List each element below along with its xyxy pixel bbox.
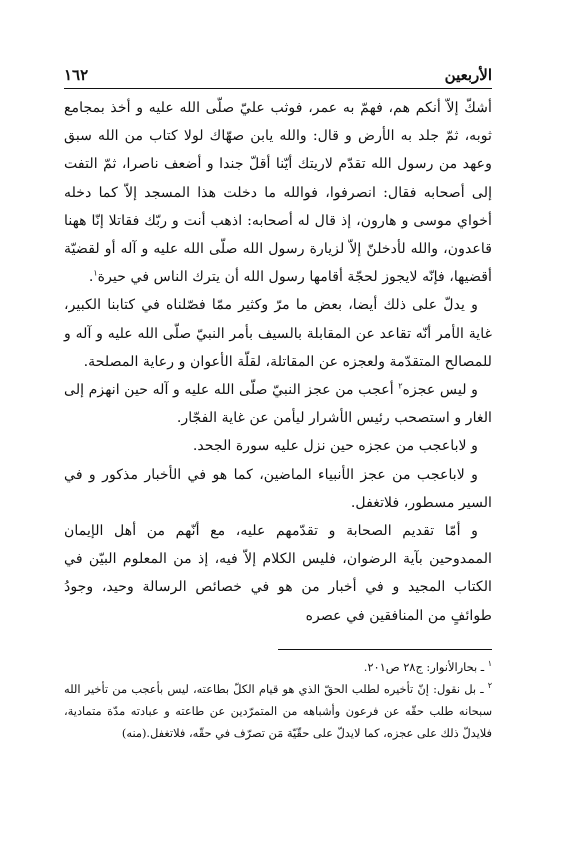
text-line: أعجب من عجز النبيّ صلّى الله عليه و آله حين انهزم إلى: [64, 382, 399, 399]
paragraph-3: [64, 376, 492, 432]
footnote-number: ٢: [487, 681, 492, 691]
footnote-marker-1[interactable]: ١: [93, 268, 98, 278]
text-line-end: .: [88, 269, 94, 286]
text-line: الغار و استصحب رئيس الأشرار ليأمن عن غاية الفجّار.: [176, 410, 492, 427]
running-title: الأربعين: [444, 66, 492, 84]
text-line: و يدلّ على ذلك أيضا، بعض ما مرّ وكثير ممّا فصّلناه في كتابنا الكبير،: [64, 297, 478, 314]
footnote-marker-2[interactable]: ٢: [398, 381, 403, 391]
text-line: فقال: انصرفوا، فوالله ما دخلت هذا المسجد إلاّ كما دخله أخواي موسى و: [64, 184, 492, 229]
footnote-text: فلايدلّ ذلك على عجزه، كما لايدلّ على حقّيّة مَن تصرّف في حقّه، فلاتغفل.(منه): [121, 726, 492, 740]
footnote-number: ١: [487, 659, 492, 669]
footnote-text: ـ بحارالأنوار: ج٢٨ ص٢٠١.: [363, 660, 488, 674]
footnotes: [64, 656, 492, 744]
footnote-text: ـ بل نقول: إنّ تأخيره لطلب الحقّ الذي هو قيام الكلّ بطاعته، ليس بأعجب من تأخير: [84, 682, 488, 696]
text-line: و ليس عجزه: [402, 382, 478, 399]
text-line: و أمّا تقديم الصحابة و تقدّمهم عليه، مع أنّهم من أهل الإيمان الممدوحين: [64, 523, 492, 568]
text-line: أشكّ إلاّ أنكم هم، فهمّ به عمر، فوثب عليّ صلّى الله عليه و أخذ بمجامع ثوبه،: [64, 100, 492, 145]
paragraph-2: [64, 291, 492, 376]
header-divider: [64, 88, 492, 89]
text-line: و لاباعجب من عجزه حين نزل عليه سورة الجحد.: [192, 438, 478, 455]
paragraph-5: [64, 461, 492, 517]
text-line: ثمّ جلد به الأرض و قال: والله يابن صهّاك لولا كتاب من الله سبق وعهد من: [64, 128, 492, 173]
text-line: هارون، إذ قال له أصحابه: اذهب أنت و ربّك فقاتلا إنّا ههنا قاعدون، والله: [64, 212, 492, 258]
text-line: لحجّة أقامها رسول الله أن يترك الناس في حيرة: [97, 269, 378, 286]
page-header: [64, 56, 492, 84]
footnote-1: [64, 656, 492, 678]
paragraph-1: [64, 94, 492, 291]
footnote-text: الله سبحانه طلب حقّه عن فرعون وأشباهه من المتمرّدين عن طاعته و عبادته مدّة متمادية،: [64, 682, 492, 718]
footnote-divider: [278, 649, 492, 650]
text-line: المتقدّمة ولعجزه عن المقاتلة، لقلّة الأعوان و رعاية المصلحة.: [83, 353, 441, 370]
text-line: رسول الله تقدّم لاريتك أيّنا أقلّ جندا و أضعف ناصرا، ثمّ التفت إلى أصحابه: [64, 156, 493, 201]
footnote-2: [64, 678, 492, 744]
text-line: و لاباعجب من عجز الأنبياء الماضين، كما هو في الأخبار مذكور و في: [64, 466, 478, 483]
text-line: السير مسطور، فلاتغفل.: [350, 494, 492, 511]
text-line: غاية الأمر أنّه تقاعد عن المقابلة بالسيف بأمر النبيّ صلّى الله عليه و آله و للمصالح: [64, 325, 492, 370]
text-line: أخبار من هو في خصائص الرسالة وحيد، وجودُ طوائفٍ من المنافقين في عصره: [64, 579, 492, 624]
paragraph-6: [64, 517, 492, 630]
text-line: لأدخلنّ إلاّ لزيارة رسول الله صلّى الله عليه و آله أو لقضيّة أقضيها، فإنّه لايجوز: [64, 241, 492, 286]
page-number: ١٦٢: [64, 66, 89, 84]
main-text: [64, 94, 492, 630]
paragraph-4: [64, 432, 492, 460]
text-line: بآية الرضوان، فليس الكلام إلاّ فيه، إذ من المعلوم البيّن في الكتاب المجيد و في: [64, 551, 492, 596]
